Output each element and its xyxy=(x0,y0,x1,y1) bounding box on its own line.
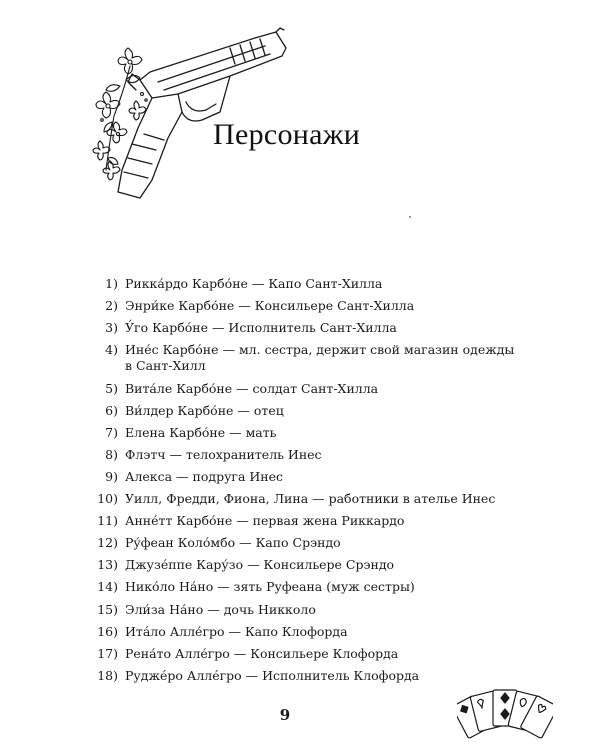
item-text: Вита́ле Карбо́не — солдат Сант-Хилла xyxy=(125,380,379,396)
list-item xyxy=(92,381,522,396)
list-item xyxy=(92,425,522,440)
item-text: Уилл, Фредди, Фиона, Лина — работники в ателье Инес xyxy=(125,491,496,507)
item-number: 16) xyxy=(97,623,118,639)
list-item xyxy=(92,602,522,617)
item-text: Энри́ке Карбо́не — Консильере Сант-Хилла xyxy=(125,298,415,314)
item-text: Рена́то Алле́гро — Консильере Клофорда xyxy=(125,645,399,661)
item-number: 9) xyxy=(105,468,118,484)
item-number: 14) xyxy=(97,579,118,595)
item-text: Флэтч — телохранитель Инес xyxy=(125,446,322,462)
list-item xyxy=(92,557,522,572)
item-text: Ине́с Карбо́не — мл. сестра, держит свой магазин одежды в Сант-Хилл xyxy=(125,342,515,373)
item-number: 6) xyxy=(105,402,118,418)
item-number: 2) xyxy=(105,298,118,314)
item-number: 11) xyxy=(97,513,118,529)
list-item xyxy=(92,342,522,373)
item-number: 10) xyxy=(97,491,118,507)
item-number: 7) xyxy=(105,424,118,440)
item-text: Ру́феан Коло́мбо — Капо Срэндо xyxy=(125,535,341,551)
list-item xyxy=(92,513,522,528)
list-item xyxy=(92,403,522,418)
page-title: Персонажи xyxy=(213,118,361,151)
print-speck xyxy=(409,216,411,218)
item-number: 1) xyxy=(105,276,118,291)
item-number: 5) xyxy=(105,380,118,396)
item-text: Джузе́ппе Кару́зо — Консильере Срэндо xyxy=(125,557,395,573)
list-item xyxy=(92,276,522,291)
list-item xyxy=(92,447,522,462)
item-text: Ви́лдер Карбо́не — отец xyxy=(125,402,284,418)
list-item xyxy=(92,646,522,661)
character-list xyxy=(92,276,522,690)
playing-cards-icon xyxy=(457,684,553,744)
pistol-with-flowers-icon xyxy=(80,20,295,210)
item-text: Ита́ло Алле́гро — Капо Клофорда xyxy=(125,623,348,639)
item-number: 18) xyxy=(97,667,118,683)
item-number: 12) xyxy=(97,535,118,551)
item-text: Алекса — подруга Инес xyxy=(125,468,284,484)
item-number: 15) xyxy=(97,601,118,617)
item-number: 8) xyxy=(105,446,118,462)
page-number: 9 xyxy=(279,706,291,724)
list-item xyxy=(92,469,522,484)
list-item xyxy=(92,535,522,550)
item-text: Рикка́рдо Карбо́не — Капо Сант-Хилла xyxy=(125,276,383,291)
list-item xyxy=(92,579,522,594)
list-item xyxy=(92,668,522,683)
item-number: 3) xyxy=(105,320,118,336)
item-text: Елена Карбо́не — мать xyxy=(125,424,277,440)
item-number: 4) xyxy=(105,342,118,358)
list-item xyxy=(92,320,522,335)
list-item xyxy=(92,491,522,506)
item-text: Нико́ло На́но — зять Руфеана (муж сестры) xyxy=(125,579,415,595)
list-item xyxy=(92,624,522,639)
item-number: 13) xyxy=(97,557,118,573)
item-number: 17) xyxy=(97,645,118,661)
item-text: Руджéро Аллéгро — Исполнитель Клофорда xyxy=(125,667,420,683)
item-text: Анне́тт Карбо́не — первая жена Риккардо xyxy=(125,513,405,529)
item-text: Эли́за На́но — дочь Никколо xyxy=(125,601,316,617)
list-item xyxy=(92,298,522,313)
item-text: У́го Карбо́не — Исполнитель Сант-Хилла xyxy=(125,320,397,336)
